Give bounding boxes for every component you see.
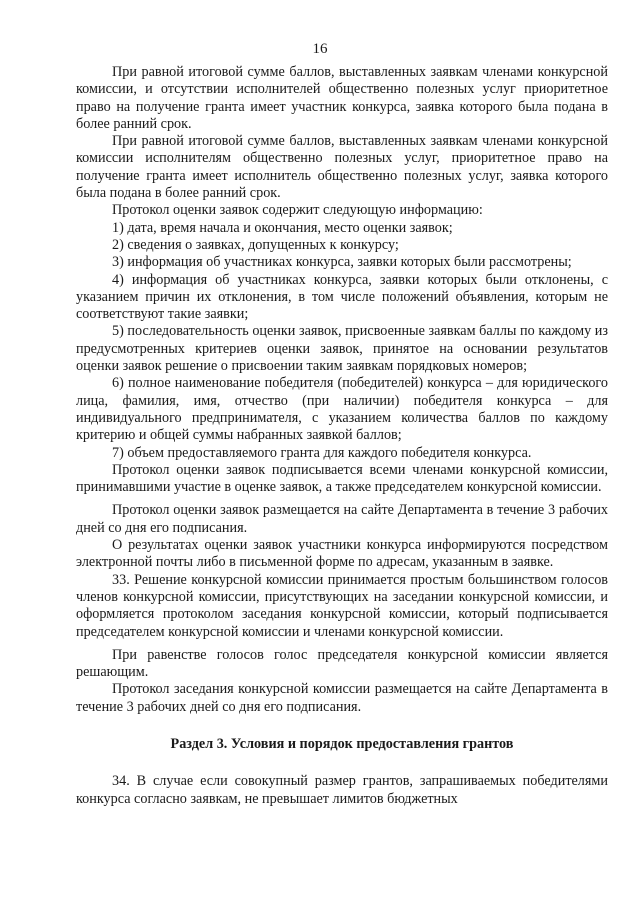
list-item: 5) последовательность оценки заявок, присвоенные заявкам баллы по каждому из предусмотренных критериев оценки заявок, принятое на основании результатов оценки заявок решение о присвоении таким заявкам порядковых номеров; (76, 323, 608, 375)
paragraph: Протокол оценки заявок размещается на сайте Департамента в течение 3 рабочих дней со дня его подписания. (76, 502, 608, 536)
paragraph: При равенстве голосов голос председателя конкурсной комиссии является решающим. (76, 646, 608, 681)
page-number: 16 (312, 41, 328, 57)
paragraph: При равной итоговой сумме баллов, выставленных заявкам членами конкурсной комиссии исполнителям общественно полезных услуг, приоритетное право на получение гранта имеет исполнитель общественно полезных услуг, заявка которого была подана в более ранний срок. (76, 133, 608, 202)
list-item: 7) объем предоставляемого гранта для каждого победителя конкурса. (112, 444, 532, 461)
list-item: 1) дата, время начала и окончания, место оценки заявок; (112, 219, 453, 236)
paragraph: 34. В случае если совокупный размер грантов, запрашиваемых победителями конкурса согласно заявкам, не превышает лимитов бюджетных (76, 773, 608, 807)
list-item: 3) информация об участниках конкурса, заявки которых были рассмотрены; (112, 254, 572, 271)
paragraph: 33. Решение конкурсной комиссии принимается простым большинством голосов членов конкурсной комиссии, присутствующих на заседании конкурсной комиссии, и оформляется протоколом заседания конкурсной комиссии, который подписывается председателем конкурсной комиссии и членами конкурсной комиссии. (76, 571, 608, 640)
paragraph: Протокол оценки заявок подписывается всеми членами конкурсной комиссии, принимавшими участие в оценке заявок, а также председателем конкурсной комиссии. (76, 461, 608, 496)
paragraph: Протокол оценки заявок содержит следующую информацию: (112, 202, 483, 219)
paragraph: О результатах оценки заявок участники конкурса информируются посредством электронной почты либо в письменной форме по адресам, указанным в заявке. (76, 537, 608, 571)
paragraph: Протокол заседания конкурсной комиссии размещается на сайте Департамента в течение 3 рабочих дней со дня его подписания. (76, 681, 608, 715)
paragraph: При равной итоговой сумме баллов, выставленных заявкам членами конкурсной комиссии, и отсутствии исполнителей общественно полезных услуг приоритетное право на получение гранта имеет участник конкурса, заявка которого была подана в более ранний срок. (76, 64, 608, 132)
list-item: 6) полное наименование победителя (победителей) конкурса – для юридического лица, фамилия, имя, отчество (при наличии) победителя конкурса – для индивидуального предпринимателя, с указанием количества баллов по каждому критерию и общей суммы набранных заявкой баллов; (76, 375, 608, 444)
section-title: Раздел 3. Условия и порядок предоставления грантов (170, 735, 514, 752)
list-item: 4) информация об участниках конкурса, заявки которых были отклонены, с указанием причин их отклонения, в том числе положений объявления, которым не соответствуют такие заявки; (76, 271, 608, 323)
list-item: 2) сведения о заявках, допущенных к конкурсу; (112, 236, 399, 253)
document-body (76, 64, 608, 808)
